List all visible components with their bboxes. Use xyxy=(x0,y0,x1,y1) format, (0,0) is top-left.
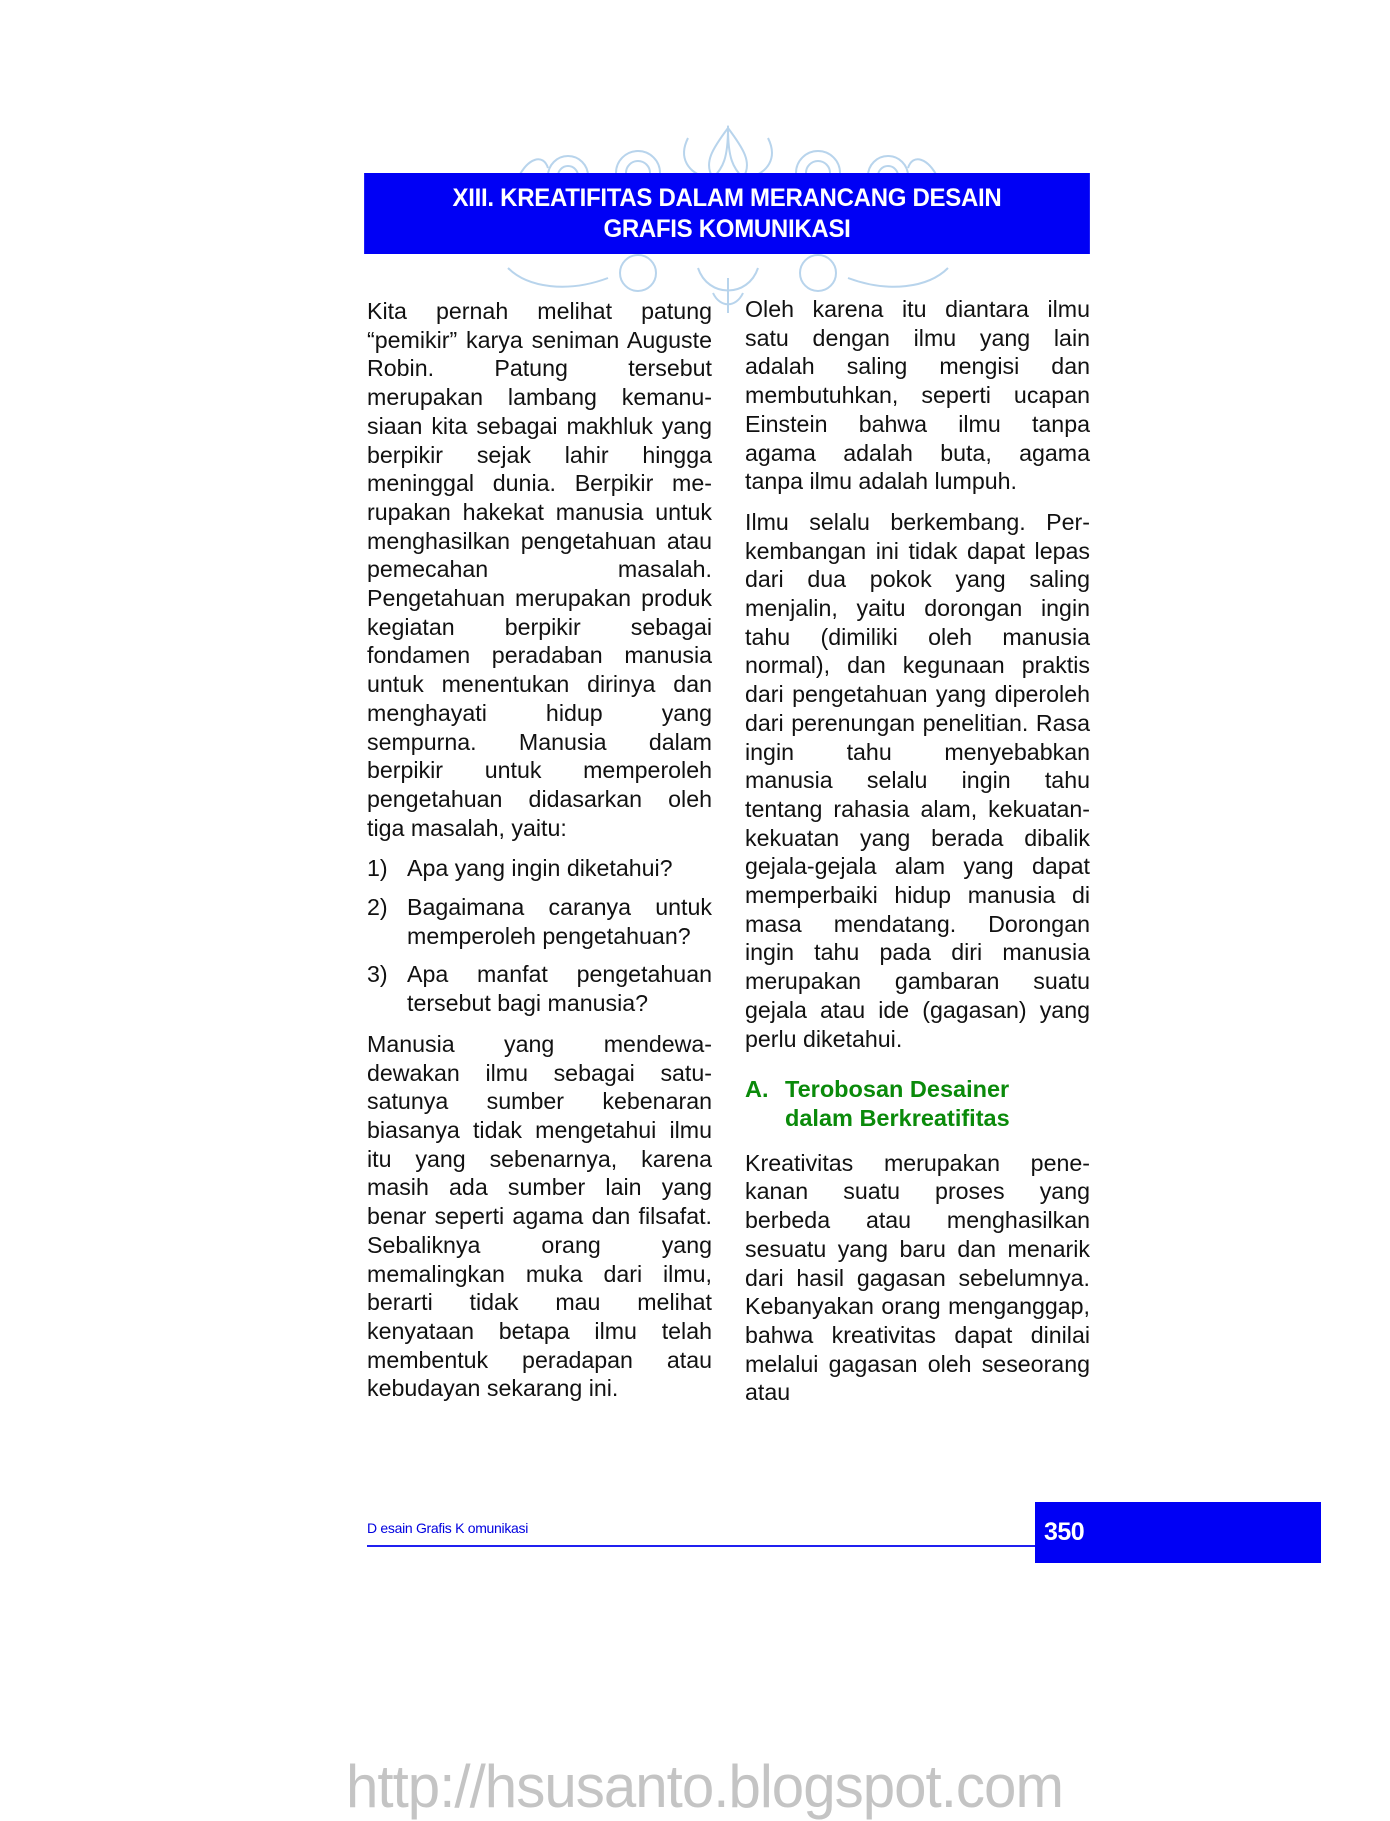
list-number: 1) xyxy=(367,855,388,882)
page-number: 350 xyxy=(1044,1518,1085,1546)
list-number: 3) xyxy=(367,961,388,988)
footer-divider xyxy=(367,1545,1037,1547)
section-title-line2: dalam Berkreatifitas xyxy=(785,1104,1010,1131)
page-number-box xyxy=(1035,1502,1321,1563)
list-text: Bagaimana caranya untuk memperoleh pengetahuan? xyxy=(407,894,712,949)
paragraph-intro: Kita pernah melihat patung “pemikir” karya seniman Auguste Robin. Patung tersebut merupakan lambang kemanusiaan kita sebagai makhluk yang berpikir sejak lahir hingga meninggal dunia. Berpikir merupakan hakekat manusia untuk menghasilkan pengetahuan atau pemecahan masalah. Pengetahuan merupakan produk kegiatan berpikir sebagai fondamen peradaban manusia untuk menentukan dirinya dan menghayati hidup yang sempurna. Manusia dalam berpikir untuk memperoleh pengetahuan didasarkan oleh tiga masalah, yaitu: xyxy=(367,298,712,841)
section-heading xyxy=(745,1075,1090,1132)
list-number: 2) xyxy=(367,894,388,921)
chapter-title-banner xyxy=(364,173,1090,254)
paragraph-science-views: Manusia yang mendewa-dewakan ilmu sebagai satu-satunya sumber kebenaran biasanya tidak mengetahui ilmu itu yang sebenarnya, karena masih ada sumber lain yang benar seperti agama dan filsafat. Sebaliknya orang yang memalingkan muka dari ilmu, berarti tidak mau melihat kenyataan betapa ilmu telah membentuk peradapan atau kebudayan sekarang ini. xyxy=(367,1030,712,1402)
right-column xyxy=(745,295,1090,1419)
list-item xyxy=(367,854,712,883)
chapter-title-line1: XIII. KREATIFITAS DALAM MERANCANG DESAIN xyxy=(452,183,1002,212)
chapter-title-line2: GRAFIS KOMUNIKASI xyxy=(603,214,851,243)
watermark-url: http://hsusanto.blogspot.com xyxy=(346,1753,1063,1820)
list-text: Apa manfat pengetahuan tersebut bagi manusia? xyxy=(407,961,712,1017)
paragraph-creativity: Kreativitas merupakan penekanan suatu proses yang berbeda atau menghasilkan sesuatu yang baru dan menarik dari hasil gagasan sebelumnya. Kebanyakan orang menganggap, bahwa kreativitas dapat dinilai melalui gagasan oleh seseorang atau xyxy=(745,1149,1090,1406)
list-item xyxy=(367,960,712,1017)
section-letter: A. xyxy=(745,1076,769,1103)
paragraph-einstein: Oleh karena itu diantara ilmu satu dengan ilmu yang lain adalah saling mengisi dan membutuhkan, seperti ucapan Einstein bahwa ilmu tanpa agama adalah buta, agama tanpa ilmu adalah lumpuh. xyxy=(745,296,1090,495)
footer-book-title: D esain Grafis K omunikasi xyxy=(367,1520,529,1536)
list-item xyxy=(367,893,712,950)
left-column xyxy=(367,297,712,1415)
list-text: Apa yang ingin diketahui? xyxy=(407,855,673,882)
section-title-line1: Terobosan Desainer xyxy=(785,1076,1010,1103)
paragraph-science-growth: Ilmu selalu berkembang. Perkembangan ini tidak dapat lepas dari dua pokok yang saling menjalin, yaitu dorongan ingin tahu (dimiliki oleh manusia normal), dan kegunaan praktis dari pengetahuan yang diperoleh dari perenungan penelitian. Rasa ingin tahu menyebabkan manusia selalu ingin tahu tentang rahasia alam, kekuatan-kekuatan yang berada dibalik gejala-gejala alam yang dapat memperbaiki hidup manusia di masa mendatang. Dorongan ingin tahu pada diri manusia merupakan gambaran suatu gejala atau ide (gagasan) yang perlu diketahui. xyxy=(745,508,1090,1052)
question-list xyxy=(367,854,712,1018)
